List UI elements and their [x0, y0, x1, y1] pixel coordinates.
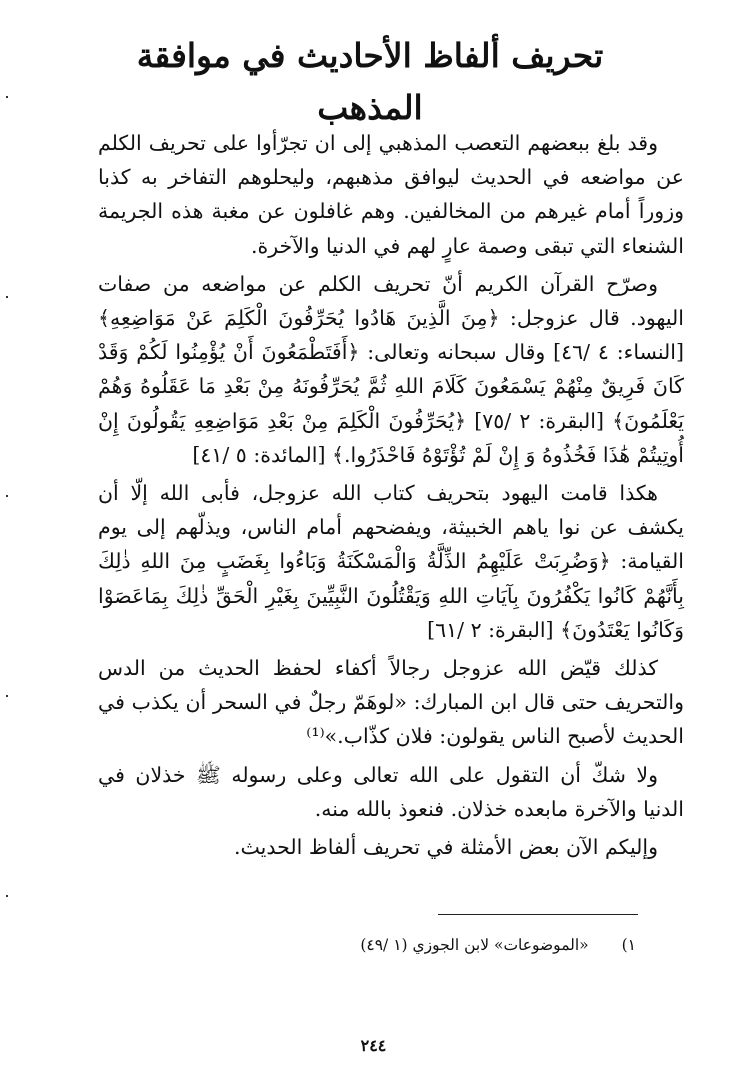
page-number: ٢٤٤ [360, 1036, 387, 1055]
paragraph-4: كذلك قيّض الله عزوجل رجالاً أكفاء لحفظ الحديث من الدس والتحريف حتى قال ابن المبارك: «لوهَمّ رجلٌ في السحر أن يكذب في الحديث لأصبح الناس يقولون: فلان كذّاب.»⁽¹⁾ [98, 656, 684, 749]
margin-mark [6, 695, 8, 697]
paragraph-1: وقد بلغ ببعضهم التعصب المذهبي إلى ان تجرّأوا على تحريف الكلم عن مواضعه في الحديث ليوافق مذهبهم، وليحلوهم التفاخر به كذبا وزوراً أمام غيرهم من المخالفين. وهم غافلون عن مغبة هذه الجريمة الشنعاء التي تبقى وصمة عارٍ لهم في الدنيا والآخرة. [98, 131, 684, 258]
body-text [98, 126, 684, 868]
paragraph-5: ولا شكّ أن التقول على الله تعالى وعلى رسوله ﷺ خذلان في الدنيا والآخرة مابعده خذلان. فنعوذ بالله منه. [98, 762, 684, 821]
paragraph-2: وصرّح القرآن الكريم أنّ تحريف الكلم عن مواضعه من صفات اليهود. قال عزوجل: ﴿مِنَ الَّذِينَ هَادُوا يُحَرِّفُونَ الْكَلِمَ عَنْ مَوَاضِعِهِ﴾ [النساء: ٤ /٤٦] وقال سبحانه وتعالى: ﴿أَفَتَطْمَعُونَ أَنْ يُؤْمِنُوا لَكُمْ وَقَدْ كَانَ فَرِيقٌ مِنْهُمْ يَسْمَعُونَ كَلَامَ اللهِ ثُمَّ يُحَرِّفُونَهُ مِنْ بَعْدِ مَا عَقَلُوهُ وَهُمْ يَعْلَمُونَ﴾ [البقرة: ٢ /٧٥] ﴿يُحَرِّفُونَ الْكَلِمَ مِنْ بَعْدِ مَوَاضِعِهِ يَقُولُونَ إِنْ أُوتِيتُمْ هَٰذَا فَخُذُوهُ وَ إِنْ لَمْ تُؤْتَوْهُ فَاحْذَرُوا.﴾ [المائدة: ٥ /٤١] [98, 271, 684, 467]
footnote-text: «الموضوعات» لابن الجوزي (١ /٤٩) [360, 936, 589, 954]
footnote-divider [438, 914, 638, 915]
footnote-number: ١) [621, 936, 636, 954]
margin-mark [6, 495, 8, 497]
margin-mark [6, 296, 8, 298]
margin-mark [6, 895, 8, 897]
margin-mark [6, 96, 8, 98]
paragraph-3: هكذا قامت اليهود بتحريف كتاب الله عزوجل، فأبى الله إلّا أن يكشف عن نوا ياهم الخبيثة، ويفضحهم أمام الناس، ويذلّهم إلى يوم القيامة: ﴿وَضُرِبَتْ عَلَيْهِمُ الذِّلَّةُ وَالْمَسْكَنَةُ وَبَاءُوا بِغَضَبٍ مِنَ اللهِ ذٰلِكَ بِأَنَّهُمْ كَانُوا يَكْفُرُونَ بِآيَاتِ اللهِ وَيَقْتُلُونَ النَّبِيِّينَ بِغَيْرِ الْحَقِّ ذٰلِكَ بِمَاعَصَوْا وَكَانُوا يَعْتَدُونَ﴾ [البقرة: ٢ /٦١] [98, 481, 684, 642]
page-title: تحريف ألفاظ الأحاديث في موافقة المذهب [136, 36, 604, 127]
paragraph-6: وإليكم الآن بعض الأمثلة في تحريف ألفاظ الحديث. [234, 835, 658, 860]
footnote [300, 932, 636, 958]
